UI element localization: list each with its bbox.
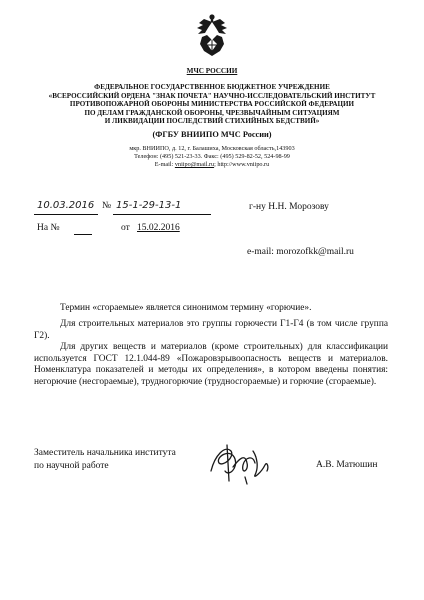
reference-label: На № xyxy=(37,223,60,233)
emchs-emblem-icon xyxy=(193,13,231,59)
org-website: ; http://www.vniipo.ru xyxy=(214,161,270,168)
signatory-title: Заместитель начальника института xyxy=(34,448,176,458)
reference-date: 15.02.2016 xyxy=(137,223,180,233)
reference-number-blank xyxy=(74,234,92,235)
outgoing-number: 15-1-29-13-1 xyxy=(116,200,182,211)
paragraph-gost: Для других веществ и материалов (кроме строительных) для классификации используется ГОСТ 12.1.044-89 «Пожаровзрывоопасность веществ и материалов. Номенклатура показателей и методы их определения», в котором введены понятия: негорючие (несгораемые), трудногорючие (трудносгораемые) и горючие (сгораемые). xyxy=(34,342,388,387)
handwritten-signature xyxy=(205,437,275,487)
org-name-line: «ВСЕРОССИЙСКИЙ ОРДЕНА "ЗНАК ПОЧЕТА" НАУЧНО-ИССЛЕДОВАТЕЛЬСКИЙ ИНСТИТУТ xyxy=(48,91,376,100)
paragraph-synonym: Термин «сгораемые» является синонимом термину «горючие». xyxy=(60,303,312,313)
outgoing-date: 10.03.2016 xyxy=(37,200,95,211)
reference-from-label: от xyxy=(121,223,130,233)
org-name-line: И ЛИКВИДАЦИИ ПОСЛЕДСТВИЙ СТИХИЙНЫХ БЕДСТВИЙ» xyxy=(104,117,320,126)
email-prefix: E-mail: xyxy=(154,161,175,168)
org-abbreviation: (ФГБУ ВНИИПО МЧС России) xyxy=(152,130,272,139)
outgoing-number-prefix: № xyxy=(102,201,112,211)
org-phones: Телефон: (495) 521-23-33. Факс: (495) 529-82-52, 524-98-99 xyxy=(134,153,290,160)
org-address: мкр. ВНИИПО, д. 12, г. Балашиха, Московская область,143903 xyxy=(129,145,295,152)
signatory-name: А.В. Матюшин xyxy=(316,460,378,470)
agency-name: МЧС РОССИИ xyxy=(186,67,238,75)
org-email-link[interactable]: vniipo@mail.ru xyxy=(174,161,215,168)
signatory-title-continued: по научной работе xyxy=(34,461,109,471)
date-underline xyxy=(34,214,98,215)
number-underline xyxy=(113,214,211,215)
org-name-line: ПО ДЕЛАМ ГРАЖДАНСКОЙ ОБОРОНЫ, ЧРЕЗВЫЧАЙНЫМ СИТУАЦИЯМ xyxy=(84,108,340,117)
recipient-email: e-mail: morozofkk@mail.ru xyxy=(247,247,354,257)
org-name-line: ФЕДЕРАЛЬНОЕ ГОСУДАРСТВЕННОЕ БЮДЖЕТНОЕ УЧРЕЖДЕНИЕ xyxy=(94,83,330,91)
recipient-name: г-ну Н.Н. Морозову xyxy=(249,202,329,212)
org-name-line: ПРОТИВОПОЖАРНОЙ ОБОРОНЫ МИНИСТЕРСТВА РОССИЙСКОЙ ФЕДЕРАЦИИ xyxy=(69,100,355,109)
org-web-contacts xyxy=(0,161,424,169)
paragraph-building-materials: Для строительных материалов это группы горючести Г1-Г4 (в том числе группа Г2). xyxy=(34,319,388,341)
